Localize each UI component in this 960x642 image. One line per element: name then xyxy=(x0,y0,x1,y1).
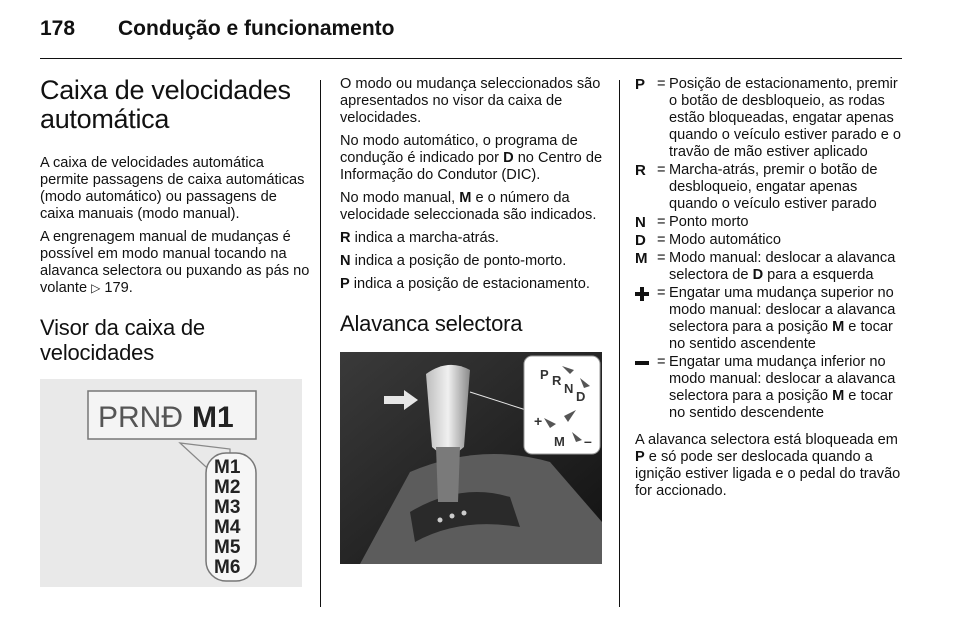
gate-label-d: D xyxy=(576,389,586,404)
gear-m6: M6 xyxy=(214,557,241,578)
manual-text-post: e o número da velocidade seleccionada são indicados. xyxy=(340,190,597,223)
definition-equals: = xyxy=(657,76,666,92)
manual-text-pre: No modo manual, xyxy=(340,190,460,206)
definition-plus xyxy=(635,285,903,353)
gate-label-plus: + xyxy=(534,413,543,429)
reverse-text: indica a marcha-atrás. xyxy=(350,230,499,246)
gate-dot xyxy=(438,518,443,523)
subsection-heading-display: Visor da caixa de velocidades xyxy=(40,315,205,365)
gate-dot xyxy=(462,511,467,516)
definition-d xyxy=(635,232,903,249)
definition-m xyxy=(635,250,903,284)
lock-text-post: e só pode ser deslocada quando a ignição estiver ligada e o pedal do travão for accionado. xyxy=(635,449,901,499)
column-2 xyxy=(340,76,605,564)
park-text: indica a posição de estacionamento. xyxy=(349,276,590,292)
column-divider-1 xyxy=(320,80,321,607)
gate-label-p: P xyxy=(540,367,549,382)
gear-m4: M4 xyxy=(214,517,241,538)
def-text-pre: Engatar uma mudança superior no modo manual: deslocar a alavanca selectora para a posição xyxy=(669,285,896,335)
manual-mode-text: A engrenagem manual de mudanças é possível em modo manual tocando na alavanca selectora ou puxando as pás no volante xyxy=(40,229,310,296)
definition-n xyxy=(635,214,903,231)
display-current-gear: M1 xyxy=(192,401,234,434)
gate-label-m: M xyxy=(554,434,565,449)
automatic-mode-paragraph xyxy=(340,133,605,184)
definition-text: Ponto morto xyxy=(669,214,749,230)
definition-text: Marcha-atrás, premir o botão de desbloqueio, engatar apenas quando o veículo estiver parado xyxy=(669,162,878,212)
def-key-inline: M xyxy=(832,319,845,335)
definition-key: M xyxy=(635,250,648,267)
neutral-key: N xyxy=(340,253,351,269)
auto-key: D xyxy=(503,150,514,166)
manual-mode-paragraph xyxy=(40,229,310,297)
gear-display-figure xyxy=(40,379,302,587)
page-reference-link[interactable]: 179. xyxy=(104,280,133,296)
gear-m2: M2 xyxy=(214,477,241,498)
definition-key: D xyxy=(635,232,646,249)
gear-m1: M1 xyxy=(214,457,241,478)
park-key: P xyxy=(340,276,350,292)
manual-mode-display-paragraph xyxy=(340,190,605,224)
def-key-inline: D xyxy=(752,267,764,283)
definition-equals: = xyxy=(657,250,666,266)
def-text-post: e tocar no sentido descendente xyxy=(669,388,893,421)
gate-dot xyxy=(450,514,455,519)
def-text-pre: Engatar uma mudança inferior no modo manual: deslocar a alavanca selectora para a posição xyxy=(669,354,896,404)
definition-p xyxy=(635,76,903,161)
minus-icon xyxy=(635,354,657,422)
definition-text xyxy=(669,354,903,422)
selector-lever-illustration xyxy=(340,352,602,564)
auto-text-post: no Centro de Informação do Condutor (DIC). xyxy=(340,150,603,183)
gate-label-n: N xyxy=(564,381,574,396)
selector-knob[interactable] xyxy=(426,365,470,455)
header-rule xyxy=(40,58,902,59)
definition-minus xyxy=(635,354,903,422)
intro-paragraph: A caixa de velocidades automática permite passagens de caixa automáticas (modo automático) ou passagens de caixa manuais (modo manual). xyxy=(40,155,305,222)
def-text-post: e tocar no sentido ascendente xyxy=(669,319,893,352)
definition-text xyxy=(669,285,903,353)
lock-paragraph xyxy=(635,432,903,500)
lock-text-pre: A alavanca selectora está bloqueada em xyxy=(635,432,898,448)
reverse-paragraph xyxy=(340,230,605,247)
selector-lever-figure xyxy=(340,352,602,564)
column-divider-2 xyxy=(619,80,620,607)
definition-key: P xyxy=(635,76,646,93)
column-1 xyxy=(40,76,310,587)
definition-key: R xyxy=(635,162,646,179)
lock-key: P xyxy=(635,449,645,465)
display-paragraph: O modo ou mudança seleccionados são apresentados no visor da caixa de velocidades. xyxy=(340,76,601,126)
neutral-text: indica a posição de ponto-morto. xyxy=(350,253,567,269)
definition-text: Modo automático xyxy=(669,232,781,248)
column-3 xyxy=(635,76,903,506)
manual-key: M xyxy=(459,190,472,206)
page-number: 178 xyxy=(40,17,76,40)
definition-equals: = xyxy=(657,232,666,248)
running-header: Condução e funcionamento xyxy=(118,17,395,40)
gate-label-r: R xyxy=(552,373,562,388)
plus-icon xyxy=(635,285,657,353)
definition-equals: = xyxy=(657,354,666,370)
display-prnd: PRNĐ xyxy=(98,401,184,434)
section-heading: Caixa de velocidades automática xyxy=(40,75,291,134)
def-text-post: para a esquerda xyxy=(763,267,874,283)
gate-label-minus: – xyxy=(584,433,592,449)
subsection-heading-selector: Alavanca selectora xyxy=(340,311,523,336)
definition-equals: = xyxy=(657,214,666,230)
neutral-paragraph xyxy=(340,253,605,270)
definition-equals: = xyxy=(657,162,666,178)
definition-text: Posição de estacionamento, premir o botão de desbloqueio, as rodas estão bloqueadas, engatar apenas quando o veículo estiver parado e o travão de mão estiver aplicado xyxy=(669,76,902,160)
selector-boot xyxy=(436,447,460,502)
gear-m5: M5 xyxy=(214,537,241,558)
definition-text xyxy=(669,250,903,284)
def-text-pre: Modo manual: deslocar a alavanca selectora de xyxy=(669,250,896,283)
def-key-inline: M xyxy=(832,388,845,404)
reverse-key: R xyxy=(340,230,351,246)
definition-r xyxy=(635,162,903,213)
gear-m3: M3 xyxy=(214,497,241,518)
page-reference-icon: ▷ xyxy=(91,281,101,295)
park-paragraph xyxy=(340,276,605,293)
definition-equals: = xyxy=(657,285,666,301)
definition-key: N xyxy=(635,214,646,231)
gear-display-illustration xyxy=(40,379,302,587)
auto-text-pre: No modo automático, o programa de condução é indicado por xyxy=(340,133,578,166)
